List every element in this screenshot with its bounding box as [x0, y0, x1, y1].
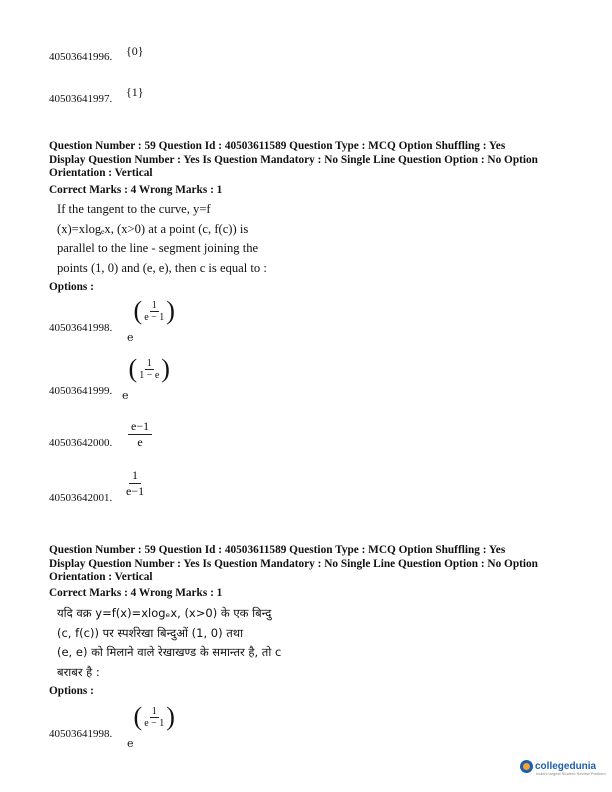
- question-text-line: If the tangent to the curve, y=f: [57, 202, 211, 216]
- right-paren: ): [161, 354, 170, 383]
- option-formula[interactable]: [128, 417, 152, 450]
- question-text-line: यदि वक्र y=f(x)=xlogₑx, (x>0) के एक बिन्दु: [57, 606, 272, 620]
- question-text-line: (c, f(c)) पर स्पर्शरेखा बिन्दुओं (1, 0) तथा: [57, 625, 244, 640]
- option-formula[interactable]: [127, 296, 175, 344]
- option-base: e: [127, 331, 134, 344]
- left-paren: (: [133, 296, 143, 325]
- fraction-denominator: e: [137, 435, 143, 449]
- question-text-line: (e, e) को मिलाने वाले रेखाखण्ड के समान्तर है, तो c: [57, 645, 282, 659]
- right-paren: ): [166, 702, 175, 731]
- question-header: [49, 544, 579, 585]
- prev-option-id-2: 40503641997.: [49, 93, 113, 105]
- fraction-denominator: 1 − e: [139, 370, 160, 381]
- marks-line: Correct Marks : 4 Wrong Marks : 1: [49, 184, 223, 196]
- question-text: [57, 200, 305, 278]
- logo-icon: [520, 760, 533, 773]
- collegedunia-logo: [520, 758, 606, 776]
- header-line: Question Number : 59 Question Id : 40503611589 Question Type : MCQ Option Shuffling : Yes: [49, 140, 506, 152]
- fraction-numerator: 1: [151, 706, 157, 717]
- question-text: [57, 604, 305, 682]
- header-line: Display Question Number : Yes Is Question Mandatory : No Single Line Question Option : No Option: [49, 557, 538, 570]
- option-base: e: [122, 389, 129, 402]
- fraction-denominator: e−1: [126, 484, 145, 498]
- option-id[interactable]: 40503641999.: [49, 385, 113, 397]
- left-paren: (: [128, 354, 138, 383]
- header-line: Question Number : 59 Question Id : 40503611589 Question Type : MCQ Option Shuffling : Yes: [49, 544, 506, 556]
- fraction-denominator: e − 1: [144, 312, 165, 323]
- left-paren: (: [133, 702, 143, 731]
- marks-line: Correct Marks : 4 Wrong Marks : 1: [49, 587, 223, 599]
- logo-tagline: India's largest Student Review Platform: [536, 771, 606, 776]
- option-fraction: [126, 468, 144, 499]
- question-text-line: बराबर है :: [57, 664, 100, 679]
- prev-option-id-1: 40503641996.: [49, 51, 113, 63]
- options-label: Options :: [49, 281, 94, 293]
- header-line: Orientation : Vertical: [49, 167, 153, 179]
- question-header: [49, 140, 579, 181]
- option-formula[interactable]: [122, 354, 170, 402]
- header-line: Orientation : Vertical: [49, 571, 153, 583]
- prev-option-value-2: {1}: [126, 85, 144, 99]
- option-formula[interactable]: [126, 466, 144, 499]
- option-id[interactable]: 40503641998.: [49, 322, 113, 334]
- option-fraction: [142, 300, 166, 323]
- option-fraction: [142, 706, 166, 729]
- fraction-numerator: 1: [146, 358, 152, 369]
- option-fraction: [128, 419, 152, 450]
- option-id[interactable]: 40503642001.: [49, 492, 113, 504]
- option-id[interactable]: 40503641998.: [49, 728, 113, 740]
- logo-name: collegedunia: [535, 761, 597, 773]
- option-base: e: [127, 737, 134, 750]
- question-text-line: (x)=xlogₑx, (x>0) at a point (c, f(c)) is: [57, 221, 249, 236]
- question-text-line: parallel to the line - segment joining the: [57, 241, 259, 255]
- fraction-numerator: 1: [129, 468, 141, 484]
- question-text-line: points (1, 0) and (e, e), then c is equal to :: [57, 260, 267, 275]
- prev-option-value-1: {0}: [126, 44, 144, 58]
- fraction-denominator: e − 1: [144, 718, 165, 729]
- fraction-numerator: e−1: [128, 419, 152, 435]
- option-id[interactable]: 40503642000.: [49, 437, 113, 449]
- right-paren: ): [166, 296, 175, 325]
- fraction-numerator: 1: [151, 300, 157, 311]
- option-fraction: [137, 358, 161, 381]
- option-formula[interactable]: [127, 702, 175, 750]
- options-label: Options :: [49, 685, 94, 697]
- header-line: Display Question Number : Yes Is Question Mandatory : No Single Line Question Option : No Option: [49, 153, 538, 166]
